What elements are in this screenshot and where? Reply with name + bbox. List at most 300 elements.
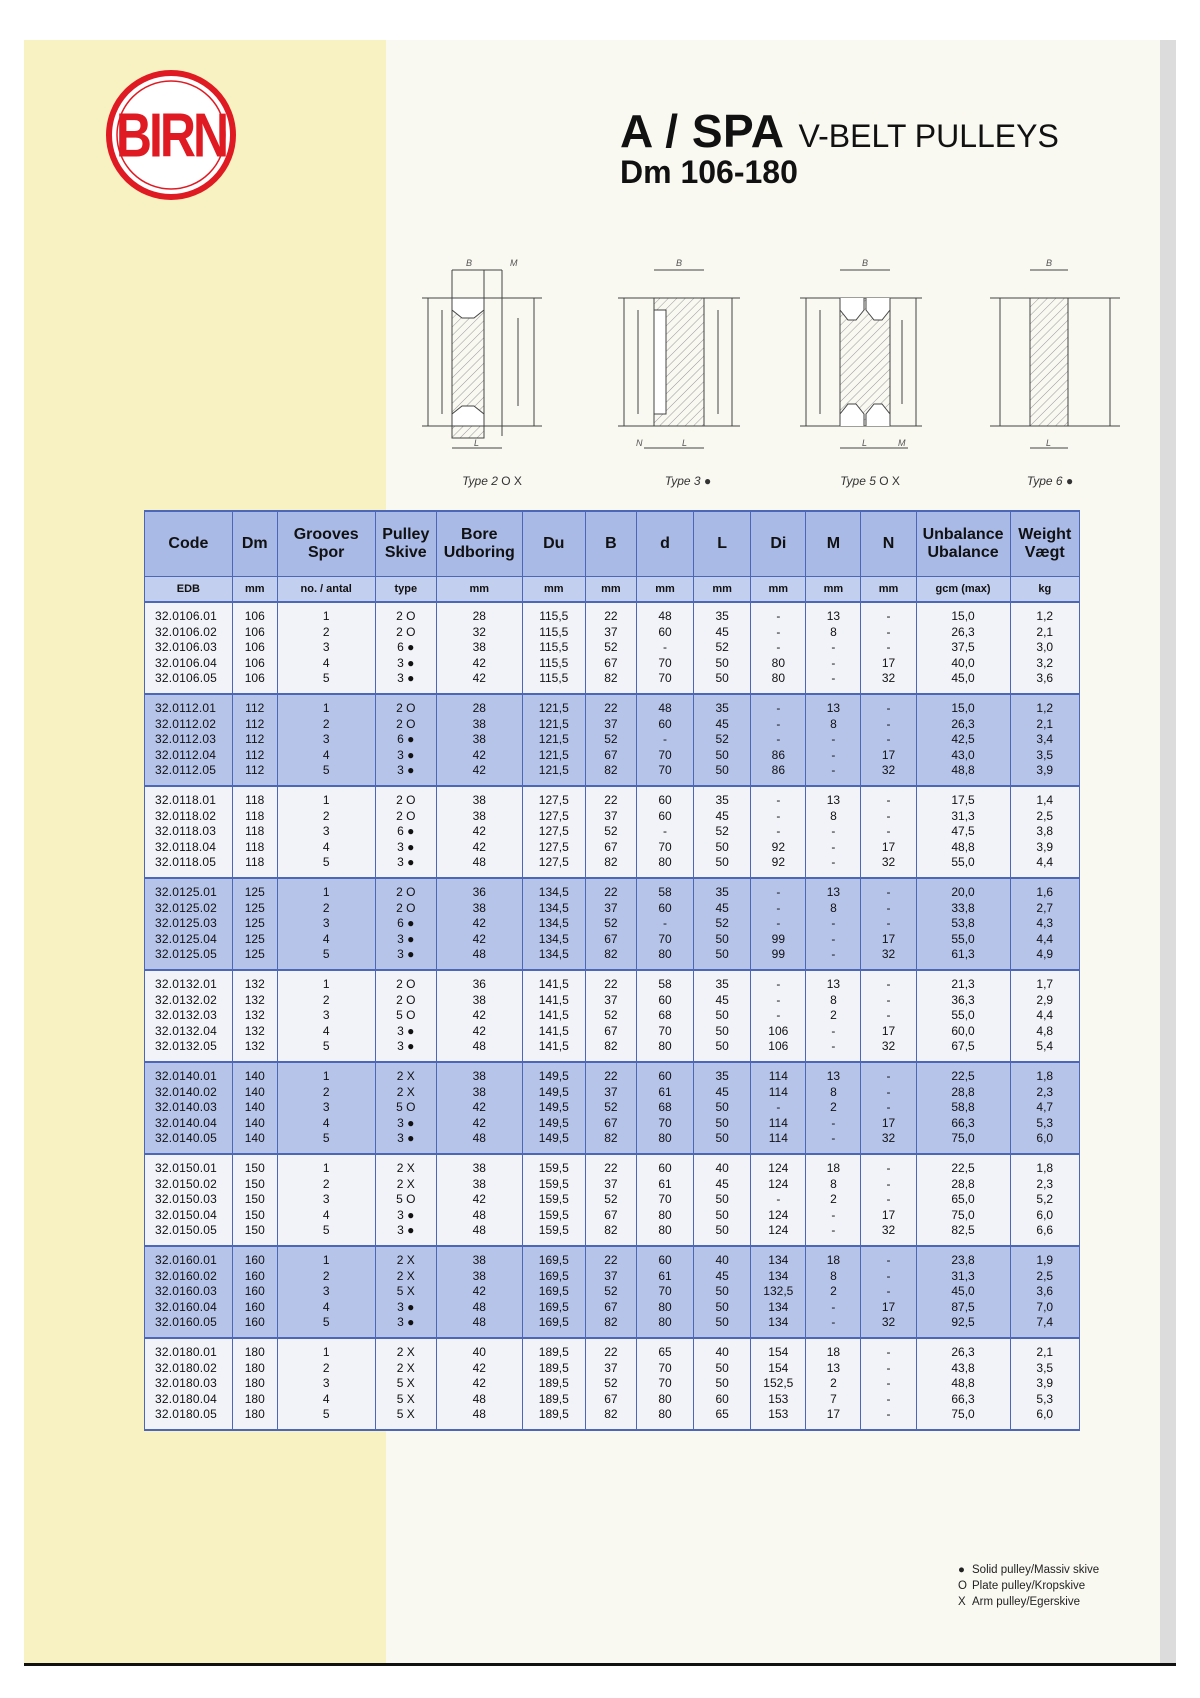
cell-type — [375, 786, 436, 878]
cell-value: 60,0 — [951, 1023, 975, 1038]
cell-value: 60 — [658, 1161, 672, 1176]
cell-du — [522, 970, 585, 1062]
cell-value: 45,0 — [951, 671, 975, 686]
cell-value: 42 — [472, 1360, 486, 1375]
cell-di — [751, 1062, 806, 1154]
cell-value: 140 — [244, 1131, 265, 1146]
cell-value: 3 — [322, 1376, 330, 1391]
cell-value: 45 — [715, 1268, 729, 1283]
cell-value: 67 — [604, 1023, 618, 1038]
cell-value: 3 — [322, 732, 330, 747]
cell-value: 32.0118.03 — [155, 824, 217, 839]
cell-value: 3 — [322, 1008, 330, 1023]
cell-value: 42 — [472, 1023, 486, 1038]
cell-code — [145, 1338, 233, 1430]
cell-value: 48 — [472, 1207, 486, 1222]
cell-value: 42 — [472, 655, 486, 670]
cell-code — [145, 786, 233, 878]
col-header: B — [585, 511, 636, 577]
cell-value: - — [776, 624, 781, 639]
cell-value: 2 O — [396, 716, 416, 731]
cell-value: 65,0 — [951, 1192, 975, 1207]
cell-value: 43,8 — [951, 1360, 975, 1375]
cell-value: 38 — [472, 793, 486, 808]
cell-value: 42 — [472, 824, 486, 839]
cell-value: 180 — [244, 1376, 265, 1391]
cell-weight — [1010, 694, 1080, 786]
cell-grooves — [277, 1338, 375, 1430]
cell-value: 22,5 — [951, 1161, 975, 1176]
cell-di — [751, 1246, 806, 1338]
cell-value: - — [831, 947, 836, 962]
cell-code — [145, 878, 233, 970]
cell-value: 99 — [771, 931, 785, 946]
cell-value: 82 — [604, 1131, 618, 1146]
bottom-rule — [24, 1663, 1176, 1666]
table-row-group — [145, 1338, 1080, 1430]
cell-value: 38 — [472, 1161, 486, 1176]
cell-value: 124 — [768, 1161, 789, 1176]
cell-value: 4,8 — [1036, 1023, 1054, 1038]
cell-value: 106 — [244, 655, 265, 670]
cell-value: 48 — [658, 609, 672, 624]
cell-value: 106 — [768, 1023, 789, 1038]
cell-weight — [1010, 1338, 1080, 1430]
cell-value: 82 — [604, 671, 618, 686]
cell-value: 2 X — [396, 1069, 415, 1084]
cell-value: 38 — [472, 1253, 486, 1268]
cell-value: 121,5 — [538, 763, 569, 778]
cell-n — [861, 602, 916, 694]
cell-value: 86 — [771, 763, 785, 778]
cell-value: 2,9 — [1036, 992, 1054, 1007]
cell-value: 38 — [472, 808, 486, 823]
cell-value: 52 — [604, 1008, 618, 1023]
cell-value: 50 — [715, 747, 729, 762]
col-header: Bore Udboring — [436, 511, 522, 577]
cell-value: 8 — [830, 992, 837, 1007]
cell-value: 1 — [322, 1253, 330, 1268]
cell-value: 121,5 — [538, 716, 569, 731]
cell-value: 141,5 — [538, 1008, 569, 1023]
cell-value: 38 — [472, 640, 486, 655]
cell-value: 52 — [715, 640, 729, 655]
cell-value: 82 — [604, 1407, 618, 1422]
x-mark-icon: X — [958, 1596, 966, 1608]
cell-value: 48 — [472, 1131, 486, 1146]
cell-d — [636, 602, 693, 694]
cell-value: 3 — [322, 1100, 330, 1115]
svg-text:B: B — [862, 258, 869, 268]
cell-value: 5 X — [396, 1407, 415, 1422]
cell-value: - — [776, 916, 781, 931]
cell-value: 50 — [715, 1315, 729, 1330]
cell-bore — [436, 970, 522, 1062]
cell-value: 32.0150.01 — [155, 1161, 218, 1176]
cell-value: 6 ● — [397, 640, 415, 655]
cell-value: 112 — [245, 716, 265, 731]
unit-header: mm — [861, 577, 916, 603]
cell-value: 5 X — [396, 1391, 415, 1406]
cell-value: 5,2 — [1036, 1192, 1054, 1207]
cell-value: 4 — [322, 1207, 330, 1222]
cell-value: 4,4 — [1036, 1008, 1054, 1023]
cell-value: 37 — [604, 716, 618, 731]
cell-grooves — [277, 1062, 375, 1154]
cell-value: - — [831, 916, 836, 931]
cell-value: 134 — [768, 1253, 789, 1268]
cell-value: 1 — [322, 977, 330, 992]
cell-value: 22 — [604, 1345, 618, 1360]
cell-value: 2 O — [396, 885, 416, 900]
cell-value: 42 — [472, 916, 486, 931]
birn-logo — [104, 68, 238, 202]
cell-n — [861, 1246, 916, 1338]
cell-value: 36 — [472, 977, 486, 992]
cell-value: - — [886, 1176, 891, 1191]
cell-value: 58 — [658, 885, 672, 900]
cell-value: 118 — [245, 808, 265, 823]
cell-value: 3 ● — [397, 1223, 415, 1238]
cell-value: 50 — [715, 763, 729, 778]
cell-unbalance — [916, 1062, 1010, 1154]
cell-value: - — [886, 1192, 891, 1207]
cell-value: 86 — [771, 747, 785, 762]
svg-text:L: L — [474, 438, 480, 448]
legend-item-solid — [958, 1562, 1099, 1578]
cell-value: 4 — [322, 1115, 330, 1130]
cell-value: 80 — [658, 1299, 672, 1314]
svg-text:B: B — [466, 258, 473, 268]
unit-header: mm — [636, 577, 693, 603]
cell-value: 4,7 — [1036, 1100, 1054, 1115]
cell-value: 20,0 — [951, 885, 975, 900]
cell-b — [585, 1154, 636, 1246]
cell-bore — [436, 1154, 522, 1246]
cell-value: 32.0150.02 — [155, 1176, 218, 1191]
cell-value: 47,5 — [951, 824, 975, 839]
cell-value: 18 — [826, 1253, 841, 1268]
cell-value: 124 — [768, 1176, 789, 1191]
cell-value: 67 — [604, 747, 618, 762]
cell-type — [375, 1246, 436, 1338]
cell-value: 2 — [830, 1192, 837, 1207]
cell-value: 52 — [604, 732, 618, 747]
cell-value: 132 — [244, 1039, 265, 1054]
cell-value: 32.0140.05 — [155, 1131, 218, 1146]
cell-value: 70 — [658, 1284, 672, 1299]
cell-value: 2 — [322, 1176, 330, 1191]
unit-header: mm — [751, 577, 806, 603]
cell-n — [861, 694, 916, 786]
cell-value: 28,8 — [951, 1084, 975, 1099]
unit-header: EDB — [145, 577, 233, 603]
cell-value: - — [886, 977, 891, 992]
cell-value: 8 — [830, 1176, 837, 1191]
cell-value: 150 — [244, 1223, 265, 1238]
cell-value: 70 — [658, 1115, 672, 1130]
cell-value: - — [663, 916, 668, 931]
cell-l — [694, 1338, 751, 1430]
cell-value: 3 ● — [397, 671, 415, 686]
cell-value: 121,5 — [538, 732, 569, 747]
cell-d — [636, 694, 693, 786]
cell-value: 60 — [715, 1391, 729, 1406]
cell-value: 52 — [715, 824, 729, 839]
cell-di — [751, 970, 806, 1062]
cell-value: - — [886, 1407, 891, 1422]
unit-header: gcm (max) — [916, 577, 1010, 603]
cell-value: 3,9 — [1036, 839, 1054, 854]
cell-value: 3 ● — [397, 655, 415, 670]
cell-value: 140 — [244, 1115, 265, 1130]
cell-value: 17,5 — [951, 793, 975, 808]
cell-value: 160 — [244, 1253, 265, 1268]
cell-value: 3 — [322, 640, 330, 655]
cell-value: 160 — [244, 1299, 265, 1314]
table-row-group — [145, 694, 1080, 786]
unit-header: no. / antal — [277, 577, 375, 603]
cell-value: 2 X — [396, 1176, 415, 1191]
cell-value: 2 — [322, 1360, 330, 1375]
cell-value: 68 — [658, 1008, 672, 1023]
cell-value: 1 — [322, 701, 330, 716]
cell-code — [145, 970, 233, 1062]
cell-value: 38 — [472, 1084, 486, 1099]
cell-value: 58,8 — [951, 1100, 975, 1115]
cell-value: 160 — [244, 1268, 265, 1283]
cell-value: 3 ● — [397, 839, 415, 854]
cell-value: 37 — [604, 1176, 618, 1191]
cell-value: 70 — [658, 763, 672, 778]
cell-value: 3 ● — [397, 1115, 415, 1130]
cell-value: 22 — [604, 1161, 618, 1176]
cell-value: 50 — [715, 931, 729, 946]
cell-value: 50 — [715, 1360, 729, 1375]
cell-value: 80 — [658, 1315, 672, 1330]
cell-value: 121,5 — [538, 701, 569, 716]
cell-value: 26,3 — [951, 1345, 975, 1360]
cell-value: 141,5 — [538, 1023, 569, 1038]
cell-l — [694, 1246, 751, 1338]
cell-value: - — [886, 1391, 891, 1406]
cell-value: 2 O — [396, 793, 416, 808]
cell-value: 32.0106.02 — [155, 624, 218, 639]
cell-value: 32.0112.05 — [155, 763, 217, 778]
table-row-group — [145, 1062, 1080, 1154]
cell-code — [145, 602, 233, 694]
cell-value: 1 — [322, 885, 330, 900]
cell-value: 2,3 — [1036, 1084, 1054, 1099]
cell-bore — [436, 602, 522, 694]
cell-value: 32 — [881, 947, 896, 962]
cell-d — [636, 1338, 693, 1430]
cell-value: 60 — [658, 793, 672, 808]
cell-value: 36 — [472, 885, 486, 900]
cell-bore — [436, 1338, 522, 1430]
cell-value: 55,0 — [951, 1008, 975, 1023]
cell-value: 45 — [715, 1084, 729, 1099]
cell-value: 1 — [322, 793, 330, 808]
cell-value: 2 — [830, 1008, 837, 1023]
cell-du — [522, 694, 585, 786]
cell-value: - — [776, 1192, 781, 1207]
cell-value: - — [831, 747, 836, 762]
cell-value: 121,5 — [538, 747, 569, 762]
cell-value: 159,5 — [538, 1161, 569, 1176]
cell-value: 5 — [322, 947, 330, 962]
table-row-group — [145, 786, 1080, 878]
cell-value: 80 — [658, 947, 672, 962]
cell-value: 6 ● — [397, 824, 415, 839]
cell-value: 17 — [881, 747, 896, 762]
cell-value: 4 — [322, 1391, 330, 1406]
cell-value: 2 — [322, 808, 330, 823]
cell-value: 2 X — [396, 1360, 415, 1375]
cell-m — [806, 1062, 861, 1154]
cell-value: 189,5 — [538, 1391, 569, 1406]
cell-value: 2 X — [396, 1345, 415, 1360]
cell-value: 140 — [244, 1069, 265, 1084]
diagram-caption: Type 6 ● — [1026, 474, 1074, 488]
cell-value: 169,5 — [538, 1284, 569, 1299]
cell-l — [694, 602, 751, 694]
cell-value: 8 — [830, 808, 837, 823]
unit-header: mm — [522, 577, 585, 603]
cell-value: 32.0125.03 — [155, 916, 218, 931]
unit-header: kg — [1010, 577, 1080, 603]
cell-value: 40 — [715, 1253, 729, 1268]
cell-value: 160 — [244, 1315, 265, 1330]
cell-value: 60 — [658, 992, 672, 1007]
cell-value: - — [886, 624, 891, 639]
cell-value: 45 — [715, 716, 729, 731]
cell-value: 75,0 — [951, 1407, 975, 1422]
cell-value: 118 — [245, 855, 265, 870]
cell-weight — [1010, 878, 1080, 970]
cell-m — [806, 1154, 861, 1246]
cell-dm — [232, 602, 277, 694]
cell-value: 50 — [715, 855, 729, 870]
svg-text:M: M — [898, 438, 906, 448]
cell-dm — [232, 1338, 277, 1430]
cell-value: - — [776, 716, 781, 731]
cell-value: 32.0160.01 — [155, 1253, 218, 1268]
cell-value: 8 — [830, 1084, 837, 1099]
cell-value: 26,3 — [951, 624, 975, 639]
cell-du — [522, 602, 585, 694]
table-row-group — [145, 1246, 1080, 1338]
svg-text:N: N — [636, 438, 643, 448]
cell-value: 22 — [604, 701, 618, 716]
cell-value: 70 — [658, 671, 672, 686]
cell-value: 26,3 — [951, 716, 975, 731]
cell-value: 1,6 — [1036, 885, 1054, 900]
cell-value: 80 — [658, 855, 672, 870]
cell-value: 32.0150.05 — [155, 1223, 218, 1238]
cell-value: 82 — [604, 947, 618, 962]
cell-weight — [1010, 786, 1080, 878]
cell-type — [375, 1338, 436, 1430]
cell-value: 58 — [658, 977, 672, 992]
cell-value: 106 — [244, 624, 265, 639]
cell-value: 1,2 — [1036, 609, 1054, 624]
cell-value: 149,5 — [538, 1131, 569, 1146]
cell-value: 32.0112.03 — [155, 732, 217, 747]
cell-value: 134 — [768, 1299, 789, 1314]
svg-text:L: L — [862, 438, 868, 448]
cell-value: 32.0140.02 — [155, 1084, 218, 1099]
cell-n — [861, 878, 916, 970]
cell-value: 150 — [244, 1207, 265, 1222]
cell-value: 32 — [881, 763, 896, 778]
cell-value: 61 — [658, 1084, 672, 1099]
cell-value: 159,5 — [538, 1192, 569, 1207]
cell-value: - — [776, 701, 781, 716]
svg-text:M: M — [510, 258, 518, 268]
cell-value: 35 — [715, 609, 729, 624]
cell-m — [806, 786, 861, 878]
cell-value: 70 — [658, 1376, 672, 1391]
cell-bore — [436, 694, 522, 786]
cell-value: 32.0160.05 — [155, 1315, 218, 1330]
cell-value: 32.0140.04 — [155, 1115, 218, 1130]
cell-value: 92,5 — [951, 1315, 975, 1330]
cell-value: 112 — [245, 732, 265, 747]
cell-b — [585, 878, 636, 970]
cell-value: 134 — [768, 1315, 789, 1330]
cell-value: 55,0 — [951, 855, 975, 870]
cell-value: 3 — [322, 1192, 330, 1207]
cell-value: 40,0 — [951, 655, 975, 670]
cell-value: - — [776, 609, 781, 624]
cell-value: - — [886, 1069, 891, 1084]
cell-du — [522, 1062, 585, 1154]
cell-value: - — [886, 1008, 891, 1023]
cell-value: 2 — [830, 1376, 837, 1391]
cell-value: 159,5 — [538, 1207, 569, 1222]
cell-l — [694, 970, 751, 1062]
cell-value: 153 — [768, 1391, 789, 1406]
cell-value: 50 — [715, 1008, 729, 1023]
cell-value: 114 — [768, 1084, 788, 1099]
cell-value: 13 — [826, 1069, 841, 1084]
cell-value: 1 — [322, 1069, 330, 1084]
cell-value: 3 ● — [397, 747, 415, 762]
cell-value: 37,5 — [951, 640, 975, 655]
cell-value: 32.0112.01 — [155, 701, 217, 716]
cell-di — [751, 878, 806, 970]
cell-value: 159,5 — [538, 1176, 569, 1191]
cell-value: 37 — [604, 1084, 618, 1099]
cell-value: 134,5 — [538, 916, 569, 931]
cell-value: 42 — [472, 747, 486, 762]
cell-value: 115,5 — [539, 655, 569, 670]
cell-value: 50 — [715, 1039, 729, 1054]
cell-value: 15,0 — [951, 609, 975, 624]
cell-value: 3,9 — [1036, 763, 1054, 778]
col-header: d — [636, 511, 693, 577]
cell-grooves — [277, 694, 375, 786]
cell-value: 2 — [322, 1268, 330, 1283]
cell-grooves — [277, 1154, 375, 1246]
cell-value: - — [886, 701, 891, 716]
cell-di — [751, 694, 806, 786]
cell-value: 124 — [768, 1207, 789, 1222]
cell-value: 189,5 — [538, 1360, 569, 1375]
cell-value: 68 — [658, 1100, 672, 1115]
cell-value: - — [831, 1223, 836, 1238]
